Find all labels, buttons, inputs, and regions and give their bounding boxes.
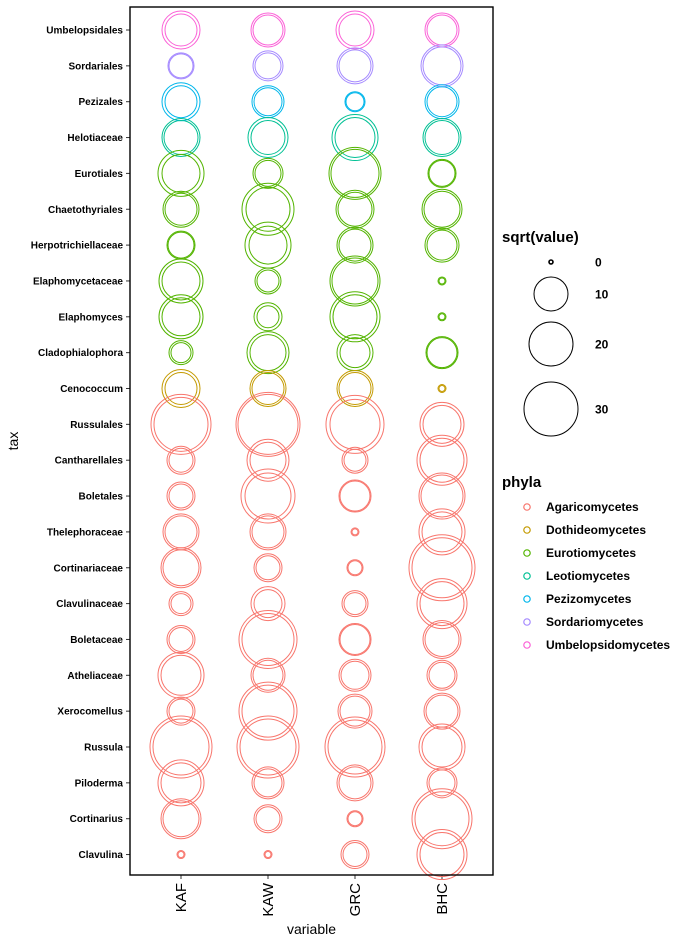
size-legend-label: 20 (595, 337, 609, 352)
color-legend-label: Pezizomycetes (546, 592, 632, 606)
color-legend-label: Dothideomycetes (546, 523, 647, 537)
size-legend-label: 10 (595, 287, 609, 302)
y-tick-label: Cantharellales (54, 455, 123, 467)
y-tick-label: Clavulinaceae (56, 599, 123, 611)
y-tick-label: Cortinarius (69, 814, 123, 826)
y-tick-label: Cenococcum (60, 384, 123, 395)
y-tick-label: Xerocomellus (57, 706, 123, 718)
size-legend-title: sqrt(value) (502, 229, 579, 246)
x-axis-title: variable (286, 921, 337, 937)
y-tick-label: Thelephoraceae (46, 527, 123, 539)
y-axis-title: tax (5, 431, 21, 451)
x-tick-label: KAW (260, 883, 277, 917)
y-tick-label: Pezizales (78, 97, 123, 109)
color-legend-label: Sordariomycetes (546, 615, 644, 629)
color-legend-label: Leotiomycetes (546, 569, 631, 583)
color-legend-label: Agaricomycetes (546, 500, 639, 514)
color-legend-label: Eurotiomycetes (546, 546, 637, 560)
y-tick-label: Atheliaceae (67, 670, 123, 682)
y-tick-label: Russula (84, 742, 123, 754)
y-tick-label: Cladophialophora (38, 348, 123, 360)
color-legend-label: Umbelopsidomycetes (546, 638, 671, 652)
y-tick-label: Chaetothyriales (47, 204, 123, 216)
y-tick-label: Herpotrichiellaceae (30, 240, 123, 252)
x-tick-label: BHC (434, 883, 451, 915)
color-legend-title: phyla (502, 474, 542, 491)
y-tick-label: Boletaceae (70, 634, 123, 646)
x-tick-label: GRC (347, 883, 364, 917)
y-tick-label: Clavulina (78, 850, 123, 862)
x-tick-label: KAF (173, 883, 190, 913)
size-legend-label: 30 (595, 402, 609, 417)
y-tick-label: Piloderma (74, 778, 123, 790)
color-legend-item (524, 638, 671, 652)
y-tick-label: Eurotiales (74, 168, 123, 180)
y-tick-label: Cortinariaceae (53, 563, 123, 575)
size-legend-label: 0 (595, 255, 602, 270)
y-tick-label: Sordariales (68, 61, 123, 73)
y-tick-label: Elaphomyces (58, 312, 123, 324)
y-tick-label: Russulales (70, 419, 123, 431)
y-tick-label: Elaphomycetaceae (32, 276, 123, 288)
y-tick-label: Boletales (78, 491, 123, 503)
y-tick-label: Helotiaceae (67, 133, 123, 145)
y-tick-label: Umbelopsidales (46, 25, 123, 37)
